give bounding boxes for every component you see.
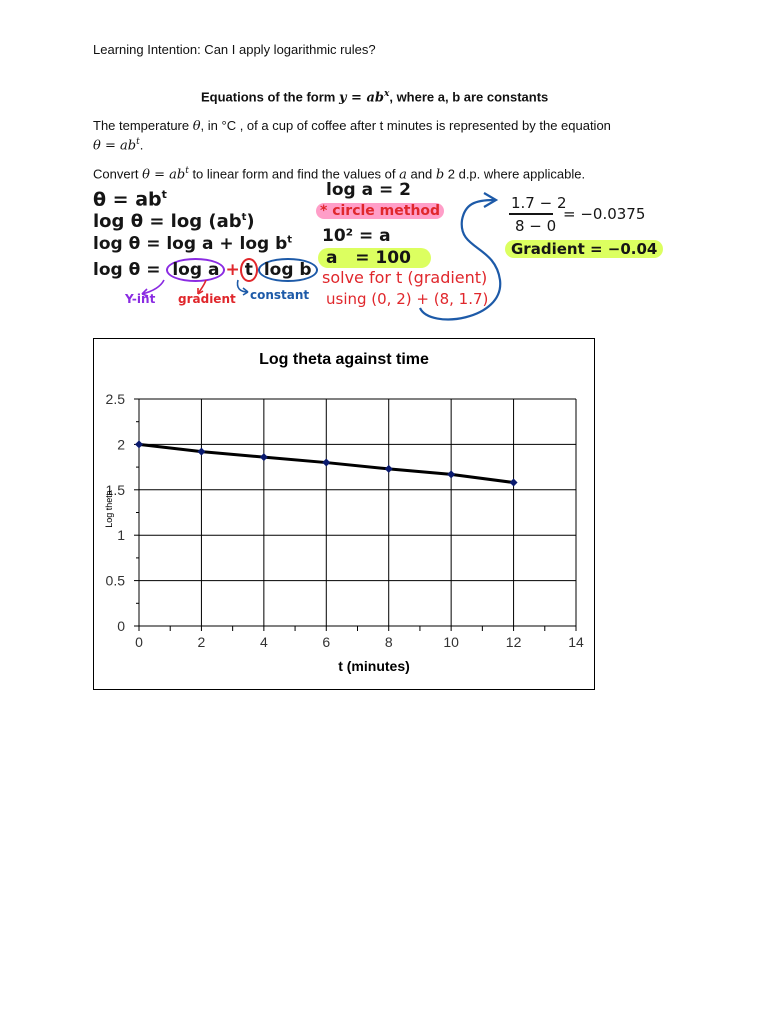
note-right-gradient bbox=[505, 240, 663, 258]
note-circled-t: t bbox=[240, 258, 258, 282]
problem-line1-b: , in °C , of a cup of coffee after t minutes is represented by the equation bbox=[200, 118, 611, 133]
y-tick-label-2: 2 bbox=[117, 436, 125, 453]
note-m4-a: a bbox=[326, 248, 338, 268]
line-chart bbox=[94, 339, 594, 689]
y-tick-label-2.5: 2.5 bbox=[105, 391, 125, 407]
data-point-10 bbox=[447, 470, 455, 478]
eq-title-prefix: Equations of the form bbox=[201, 89, 339, 105]
note-right-result: = −0.0375 bbox=[563, 205, 646, 223]
x-tick-label-14: 14 bbox=[568, 634, 584, 650]
eq-title-suffix: , where a, b are constants bbox=[389, 89, 549, 105]
note-middle-line-5: solve for t (gradient) bbox=[322, 268, 488, 287]
problem-line3-a-var: a bbox=[399, 167, 407, 183]
note-l1-exp: t bbox=[161, 188, 167, 201]
x-tick-label-0: 0 bbox=[135, 634, 143, 650]
problem-line2-end: . bbox=[139, 137, 144, 153]
note-circled-log-a: log a bbox=[166, 258, 225, 282]
note-middle-line-3: 10² = a bbox=[322, 226, 391, 246]
problem-line3-b-var: b bbox=[435, 167, 445, 183]
y-tick-label-1: 1 bbox=[117, 527, 125, 544]
chart-container bbox=[93, 338, 595, 690]
note-gradient-value: Gradient = −0.04 bbox=[505, 240, 663, 258]
note-right-numerator: 1.7 − 2 bbox=[511, 194, 567, 212]
y-tick-label-0: 0 bbox=[117, 618, 125, 634]
equation-form-title bbox=[201, 89, 548, 105]
data-point-4 bbox=[260, 453, 268, 461]
chart-grid bbox=[139, 399, 576, 626]
problem-line2-formula: θ = ab bbox=[93, 138, 137, 154]
note-l2: log θ = log (ab bbox=[93, 211, 242, 232]
note-l4-plus: + bbox=[225, 260, 240, 280]
y-tick-label-1.5: 1.5 bbox=[105, 481, 125, 498]
problem-theta: θ bbox=[192, 119, 201, 134]
problem-line3-b: to linear form and find the values of bbox=[188, 166, 400, 182]
x-tick-label-8: 8 bbox=[384, 634, 393, 650]
problem-line-2 bbox=[93, 137, 143, 153]
note-fraction-bar bbox=[509, 213, 553, 215]
note-l3: log θ = log a + log b bbox=[93, 234, 288, 254]
chart-y-axis-label: Log theta bbox=[104, 490, 114, 528]
problem-line-1 bbox=[93, 118, 611, 134]
note-l1: θ = ab bbox=[93, 188, 162, 211]
eq-title-formula: y = ab bbox=[338, 90, 384, 106]
chart-x-axis-label: t (minutes) bbox=[338, 658, 410, 674]
note-l3-exp: t bbox=[287, 234, 293, 246]
data-point-6 bbox=[322, 459, 330, 467]
eq-title-exp: x bbox=[383, 89, 390, 99]
problem-line3-a: Convert bbox=[93, 166, 143, 182]
label-y-int: Y-int bbox=[125, 292, 156, 306]
chart-ticks bbox=[106, 391, 584, 650]
note-circled-log-b: log b bbox=[258, 258, 318, 282]
note-left-line-1 bbox=[93, 188, 167, 210]
data-point-8 bbox=[385, 465, 393, 473]
note-left-line-3 bbox=[93, 234, 292, 254]
problem-line2-exp: t bbox=[136, 137, 140, 147]
x-tick-label-10: 10 bbox=[443, 634, 459, 650]
label-constant: constant bbox=[250, 288, 310, 302]
x-tick-label-4: 4 bbox=[259, 634, 268, 650]
y-tick-label-0.5: 0.5 bbox=[105, 572, 125, 589]
note-l4-pre: log θ = bbox=[93, 260, 167, 280]
data-point-2 bbox=[197, 448, 205, 456]
note-right-denominator: 8 − 0 bbox=[515, 217, 557, 235]
learning-intention: Learning Intention: Can I apply logarithmic rules? bbox=[93, 42, 376, 57]
note-middle-line-1: log a = 2 bbox=[326, 180, 411, 200]
x-tick-label-6: 6 bbox=[322, 634, 331, 650]
label-gradient: gradient bbox=[178, 292, 236, 306]
x-tick-label-2: 2 bbox=[197, 634, 206, 650]
note-middle-line-6: using (0, 2) + (8, 1.7) bbox=[326, 290, 489, 308]
problem-line1-a: The temperature bbox=[93, 118, 193, 133]
chart-title: Log theta against time bbox=[259, 351, 429, 368]
note-m4-eq: = 100 bbox=[355, 248, 411, 268]
x-tick-label-12: 12 bbox=[505, 634, 522, 650]
loop-arrow-icon bbox=[410, 190, 510, 330]
note-circle-method: * circle method bbox=[316, 203, 444, 219]
problem-line3-d: 2 d.p. where applicable. bbox=[444, 166, 586, 182]
note-l2-end: ) bbox=[246, 211, 255, 232]
note-left-line-2 bbox=[93, 211, 255, 232]
data-point-0 bbox=[135, 440, 143, 448]
problem-line3-exp: t bbox=[185, 166, 189, 176]
note-l2-exp: t bbox=[241, 212, 247, 223]
problem-line3-formula: θ = ab bbox=[142, 167, 186, 183]
data-point-12 bbox=[510, 479, 518, 487]
problem-line3-c: and bbox=[406, 166, 436, 182]
